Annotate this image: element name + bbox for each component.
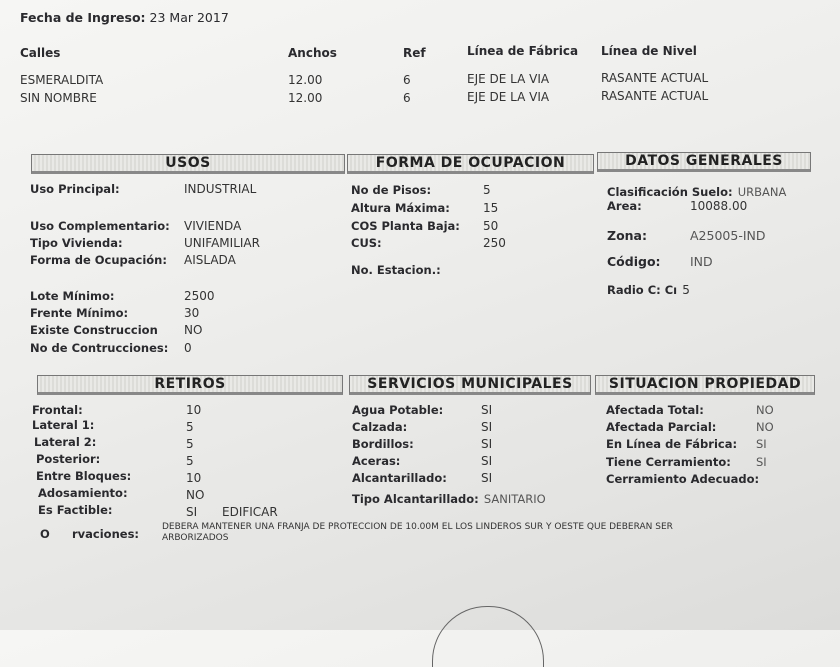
adosamiento-label: Adosamiento: [38, 486, 128, 500]
zona-value: A25005-IND [690, 228, 766, 243]
tipo-alcantarillado [352, 488, 546, 507]
calzada-value: SI [481, 420, 493, 434]
alcantarillado-value: SI [481, 471, 493, 485]
frontal-value: 10 [186, 403, 202, 417]
forma-ocupacion-value: AISLADA [184, 253, 236, 267]
es-factible-label: Es Factible: [38, 503, 113, 517]
col-header-linea-fabrica: Línea de Fábrica [467, 44, 579, 58]
tipo-alcantarillado-value: SANITARIO [483, 492, 546, 506]
lateral2-label: Lateral 2: [34, 435, 97, 449]
section-header-datos-generales: DATOS GENERALES [597, 152, 811, 172]
observaciones-line2: ARBORIZADOS [162, 533, 229, 543]
afectada-total-label: Afectada Total: [606, 403, 704, 417]
bordillos-value: SI [481, 437, 493, 451]
section-header-forma-ocupacion: FORMA DE OCUPACION [347, 154, 594, 174]
street-linea-fabrica: EJE DE LA VIA [467, 90, 550, 104]
stamp-arc [432, 606, 544, 667]
cos-planta-baja-label: COS Planta Baja: [351, 219, 460, 233]
adosamiento-value: NO [186, 488, 205, 502]
codigo-value: IND [690, 254, 713, 269]
en-linea-fabrica-label: En Línea de Fábrica: [606, 437, 738, 451]
col-header-ref: Ref [403, 46, 426, 60]
existe-construccion-value: NO [184, 323, 203, 337]
street-name: SIN NOMBRE [20, 91, 97, 105]
agua-potable-value: SI [481, 403, 493, 417]
observaciones-line1: DEBERA MANTENER UNA FRANJA DE PROTECCION DE 10.00M EL LOS LINDEROS SUR Y OESTE QUE DEBERAN SER [162, 522, 673, 532]
tipo-vivienda-value: UNIFAMILIAR [184, 236, 260, 250]
radio-value: 5 [682, 283, 690, 297]
posterior-value: 5 [186, 454, 194, 468]
street-name: ESMERALDITA [20, 73, 104, 87]
clasificacion-label: Clasificación Suelo: [607, 185, 733, 199]
forma-ocupacion-label: Forma de Ocupación: [30, 253, 167, 267]
posterior-label: Posterior: [36, 452, 101, 466]
afectada-parcial-value: NO [756, 420, 774, 434]
codigo-label: Código: [607, 254, 661, 269]
col-header-linea-nivel: Línea de Nivel [601, 44, 697, 58]
tipo-vivienda-label: Tipo Vivienda: [30, 236, 123, 250]
fecha-ingreso [20, 10, 229, 25]
cos-planta-baja-value: 50 [483, 219, 499, 233]
no-contrucciones-value: 0 [184, 341, 192, 355]
es-factible-value: SI [186, 505, 198, 519]
frente-minimo-value: 30 [184, 306, 200, 320]
area-label: Area: [607, 199, 642, 213]
frente-minimo-label: Frente Mínimo: [30, 306, 129, 320]
fecha-value: 23 Mar 2017 [149, 10, 229, 25]
street-ref: 6 [403, 91, 411, 105]
afectada-parcial-label: Afectada Parcial: [606, 420, 717, 434]
altura-maxima-label: Altura Máxima: [351, 201, 450, 215]
no-estacion-label: No. Estacion.: [351, 263, 441, 277]
street-linea-nivel: RASANTE ACTUAL [601, 89, 709, 103]
section-header-servicios-municipales: SERVICIOS MUNICIPALES [349, 375, 591, 395]
cerramiento-adecuado-label: Cerramiento Adecuado: [606, 472, 760, 486]
entre-bloques-value: 10 [186, 471, 202, 485]
street-width: 12.00 [288, 73, 323, 87]
cus-label: CUS: [351, 236, 382, 250]
en-linea-fabrica-value: SI [756, 437, 767, 451]
frontal-label: Frontal: [32, 403, 83, 417]
altura-maxima-value: 15 [483, 201, 499, 215]
es-factible-extra: EDIFICAR [222, 505, 278, 519]
radio [607, 279, 690, 298]
section-header-usos: USOS [31, 154, 345, 174]
lateral1-value: 5 [186, 420, 194, 434]
fecha-label: Fecha de Ingreso: [20, 10, 146, 25]
entre-bloques-label: Entre Bloques: [36, 469, 132, 483]
section-header-situacion-propiedad: SITUACION PROPIEDAD [595, 375, 815, 395]
uso-principal-value: INDUSTRIAL [184, 182, 257, 196]
lote-minimo-label: Lote Mínimo: [30, 289, 115, 303]
area-value: 10088.00 [690, 199, 748, 213]
calzada-label: Calzada: [352, 420, 408, 434]
agua-potable-label: Agua Potable: [352, 403, 444, 417]
street-linea-nivel: RASANTE ACTUAL [601, 71, 709, 85]
alcantarillado-label: Alcantarillado: [352, 471, 447, 485]
lateral2-value: 5 [186, 437, 194, 451]
uso-complementario-label: Uso Complementario: [30, 219, 170, 233]
lateral1-label: Lateral 1: [32, 418, 95, 432]
cus-value: 250 [483, 236, 506, 250]
zona-label: Zona: [607, 228, 647, 243]
observaciones-label-a: O [40, 527, 50, 541]
lote-minimo-value: 2500 [184, 289, 215, 303]
street-ref: 6 [403, 73, 411, 87]
clasificacion-suelo [607, 181, 786, 200]
afectada-total-value: NO [756, 403, 774, 417]
no-contrucciones-label: No de Contrucciones: [30, 341, 169, 355]
radio-label: Radio C: Cı [607, 283, 678, 297]
observaciones-label-b: rvaciones: [72, 527, 140, 541]
bordillos-label: Bordillos: [352, 437, 414, 451]
tiene-cerramiento-value: SI [756, 455, 767, 469]
street-width: 12.00 [288, 91, 323, 105]
col-header-anchos: Anchos [288, 46, 337, 60]
no-pisos-label: No de Pisos: [351, 183, 432, 197]
tipo-alcantarillado-label: Tipo Alcantarillado: [352, 492, 479, 506]
aceras-label: Aceras: [352, 454, 401, 468]
col-header-calles: Calles [20, 46, 61, 60]
no-pisos-value: 5 [483, 183, 491, 197]
tiene-cerramiento-label: Tiene Cerramiento: [606, 455, 731, 469]
uso-principal-label: Uso Principal: [30, 182, 120, 196]
street-linea-fabrica: EJE DE LA VIA [467, 72, 550, 86]
section-header-retiros: RETIROS [37, 375, 343, 395]
aceras-value: SI [481, 454, 493, 468]
uso-complementario-value: VIVIENDA [184, 219, 242, 233]
existe-construccion-label: Existe Construccion [30, 323, 158, 337]
clasificacion-value: URBANA [737, 185, 787, 199]
